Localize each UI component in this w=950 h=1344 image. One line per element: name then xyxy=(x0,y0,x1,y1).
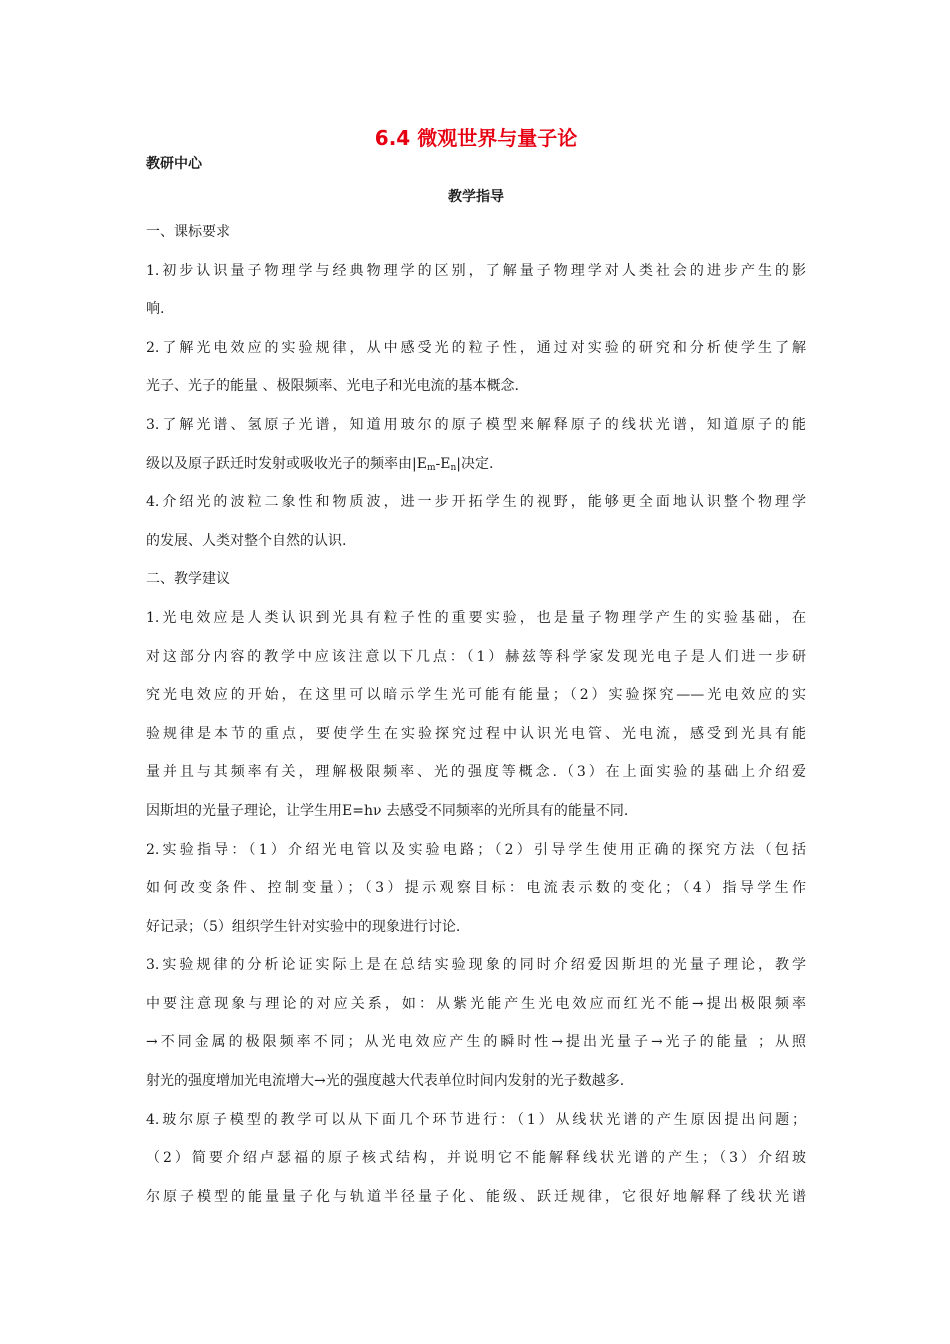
text-line: 究光电效应的开始，在这里可以暗示学生光可能有能量；（2）实验探究——光电效应的实 xyxy=(146,687,806,704)
organization-label: 教研中心 xyxy=(146,156,202,172)
text-line: 响. xyxy=(146,301,165,318)
text-line: 3.了解光谱、氢原子光谱，知道用玻尔的原子模型来解释原子的线状光谱，知道原子的能 xyxy=(146,416,806,433)
text-line: 对这部分内容的教学中应该注意以下几点：（1）赫兹等科学家发现光电子是人们进一步研 xyxy=(146,648,806,665)
text-line: 中要注意现象与理论的对应关系，如：从紫光能产生光电效应而红光不能→提出极限频率 xyxy=(146,995,806,1012)
text-line: 因斯坦的光量子理论，让学生用E=hν 去感受不同频率的光所具有的能量不同. xyxy=(146,802,629,819)
text-line: 一、课标要求 xyxy=(146,224,230,240)
text-line: 1.光电效应是人类认识到光具有粒子性的重要实验，也是量子物理学产生的实验基础，在 xyxy=(146,609,806,626)
text-line: 2.了解光电效应的实验规律，从中感受光的粒子性，通过对实验的研究和分析使学生了解 xyxy=(146,339,806,356)
text-line: 2.实验指导：（1）介绍光电管以及实验电路；（2）引导学生使用正确的探究方法（包括 xyxy=(146,841,806,858)
text-line: 4.玻尔原子模型的教学可以从下面几个环节进行：（1）从线状光谱的产生原因提出问题； xyxy=(146,1111,806,1128)
document-page xyxy=(146,118,806,1205)
document-title: 6.4 微观世界与量子论 xyxy=(374,126,578,150)
text-line: 1.初步认识量子物理学与经典物理学的区别，了解量子物理学对人类社会的进步产生的影 xyxy=(146,262,806,279)
text-line: （2）简要介绍卢瑟福的原子核式结构，并说明它不能解释线状光谱的产生；（3）介绍玻 xyxy=(146,1150,806,1167)
text-line: 二、教学建议 xyxy=(146,571,230,588)
text-line: →不同金属的极限频率不同；从光电效应产生的瞬时性→提出光量子→光子的能量 ；从照 xyxy=(146,1034,806,1051)
text-line: 如何改变条件、控制变量）；（3）提示观察目标：电流表示数的变化；（4）指导学生作 xyxy=(146,880,806,897)
text-line: 尔原子模型的能量量子化与轨道半径量子化、能级、跃迁规律，它很好地解释了线状光谱 xyxy=(146,1188,806,1205)
document-body xyxy=(146,219,806,1222)
text-line: 4.介绍光的波粒二象性和物质波，进一步开拓学生的视野，能够更全面地认识整个物理学 xyxy=(146,494,806,511)
text-line: 好记录；（5）组织学生针对实验中的现象进行讨论. xyxy=(146,918,461,935)
text-line: 光子、光子的能量 、极限频率、光电子和光电流的基本概念. xyxy=(146,378,519,395)
text-line: 3.实验规律的分析论证实际上是在总结实验现象的同时介绍爱因斯坦的光量子理论，教学 xyxy=(146,957,806,974)
text-line: 的发展、人类对整个自然的认识. xyxy=(146,532,347,549)
text-line: 级以及原子跃迁时发射或吸收光子的频率由$|E_m-E_n|$决定. xyxy=(146,455,494,473)
text-line: 量并且与其频率有关，理解极限频率、光的强度等概念.（3）在上面实验的基础上介绍爱 xyxy=(146,764,806,781)
text-line: 射光的强度增加光电流增大→光的强度越大代表单位时间内发射的光子数越多. xyxy=(146,1073,625,1090)
text-line: 验规律是本节的重点，要使学生在实验探究过程中认识光电管、光电流，感受到光具有能 xyxy=(146,725,806,742)
section-heading: 教学指导 xyxy=(448,189,504,205)
